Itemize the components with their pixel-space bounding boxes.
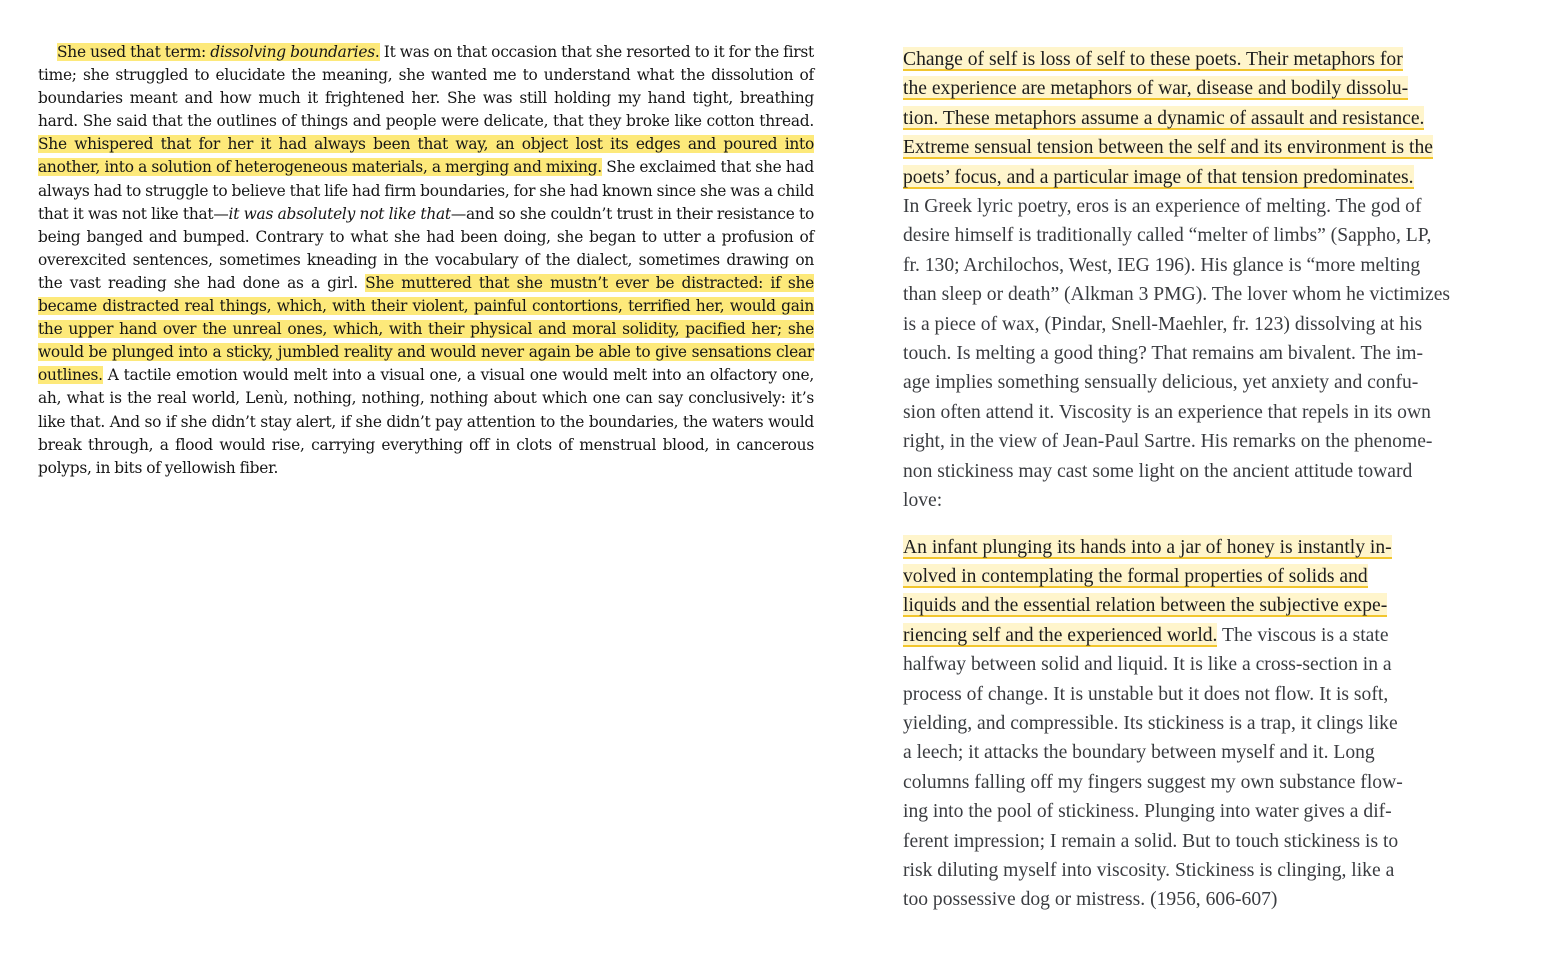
sartre-block-quote (882, 533, 1463, 915)
text-segment: She exclaimed that she had always had to struggle to believe that life had firm boundaries, for she had known since she was a child that it was not like that— (38, 158, 814, 223)
highlight-line[interactable]: An infant plunging its hands into a jar of honey is instantly in- (903, 536, 1392, 558)
body-line: age implies something sensually delicious, yet anxiety and confu- (903, 372, 1419, 394)
body-line: is a piece of wax, (Pindar, Snell-Maehler, fr. 123) dissolving at his (903, 313, 1423, 335)
text-segment: A tactile emotion would melt into a visual one, a visual one would melt into an olfactory one, ah, what is the real world, Lenù, nothing, nothing, nothing about which one can say conclusively: it’s like that. And so if she didn’t stay alert, if she didn’t pay attention to the boundaries, the waters would break through, a flood would rise, carrying everything off in clots of menstrual blood, in cancerous polyps, in bits of yellowish fiber. (38, 366, 814, 477)
body-line: desire himself is traditionally called “melter of limbs” (Sappho, LP, (903, 225, 1432, 247)
body-line: love: (903, 490, 943, 512)
highlight-line[interactable]: tion. These metaphors assume a dynamic of assault and resistance. (903, 107, 1425, 129)
quote-line: ferent impression; I remain a solid. But to touch stickiness is to (903, 830, 1399, 852)
quote-line: columns falling off my fingers suggest my own substance flow- (903, 771, 1403, 793)
body-line: than sleep or death” (Alkman 3 PMG). The lover whom he victimizes (903, 284, 1451, 306)
highlight-muttered[interactable]: She muttered that she mustn’t ever be distracted: if she became distracted real things, which, with their violent, painful contortions, terrified her, would gain the upper hand over the unreal ones, which, with their physical and moral solidity, pacified her; she would be plunged into a sticky, jumbled reality and would never again be able to give sensations clear outlines. (38, 273, 814, 385)
body-line: touch. Is melting a good thing? That remains am bivalent. The im- (903, 343, 1424, 365)
quote-line: too possessive dog or mistress. (1956, 606-607) (903, 889, 1278, 911)
body-line: In Greek lyric poetry, eros is an experience of melting. The god of (903, 196, 1422, 218)
highlight-line[interactable]: volved in contemplating the formal properties of solids and (903, 565, 1368, 587)
highlight-line[interactable]: Change of self is loss of self to these poets. Their metaphors for (903, 49, 1403, 70)
right-page-excerpt (882, 45, 1482, 915)
left-page-excerpt (38, 41, 814, 480)
quote-line: halfway between solid and liquid. It is like a cross-section in a (903, 654, 1392, 676)
italic-segment: it was absolutely not like that (228, 204, 451, 223)
highlight-line[interactable]: Extreme sensual tension between the self and its environment is the (903, 137, 1433, 159)
left-paragraph (38, 41, 814, 480)
quote-line: ing into the pool of stickiness. Plunging into water gives a dif- (903, 801, 1392, 823)
quote-line: a leech; it attacks the boundary between myself and it. Long (903, 742, 1375, 764)
highlight-whispered[interactable]: She whispered that for her it had always been that way, an object lost its edges and poured into another, into a solution of heterogeneous materials, a merging and mixing. (38, 135, 814, 177)
highlight-line[interactable]: poets’ focus, and a particular image of that tension predominates. (903, 166, 1414, 188)
text-segment: —and so she couldn’t trust in their resistance to being banged and bumped. Contrary to what she had been doing, she began to utter a profusion of overexcited sentences, sometimes kneading in the vocabulary of the dialect, sometimes drawing on the vast reading she had done as a girl. (38, 204, 814, 292)
highlight-line[interactable]: riencing self and the experienced world. (903, 624, 1218, 646)
body-line: sion often attend it. Viscosity is an experience that repels in its own (903, 401, 1431, 423)
highlight-line[interactable]: the experience are metaphors of war, disease and bodily dissolu- (903, 78, 1409, 100)
body-line: right, in the view of Jean-Paul Sartre. His remarks on the phenome- (903, 431, 1433, 453)
highlight-dissolving-boundaries[interactable]: She used that term: dissolving boundaries. (57, 43, 380, 61)
highlight-line[interactable]: liquids and the essential relation between the subjective expe- (903, 595, 1388, 617)
body-line: non stickiness may cast some light on the ancient attitude toward (903, 460, 1413, 482)
quote-line: process of change. It is unstable but it does not flow. It is soft, (903, 683, 1389, 705)
quote-line: yielding, and compressible. Its stickiness is a trap, it clings like (903, 712, 1398, 734)
quote-text: The viscous is a state (1217, 624, 1389, 646)
body-line: fr. 130; Archilochos, West, IEG 196). His glance is “more melting (903, 254, 1421, 276)
quote-line: risk diluting myself into viscosity. Stickiness is clinging, like a (903, 859, 1395, 881)
text-segment: It was on that occasion that she resorted to it for the first time; she struggled to elucidate the meaning, she wanted me to understand what the dissolution of boundaries meant and how much it frightened her. She was still holding my hand tight, breathing hard. She said that the outlines of things and people were delicate, that they broke like cotton thread. (38, 43, 814, 131)
intro-highlighted-paragraph (882, 45, 1482, 516)
